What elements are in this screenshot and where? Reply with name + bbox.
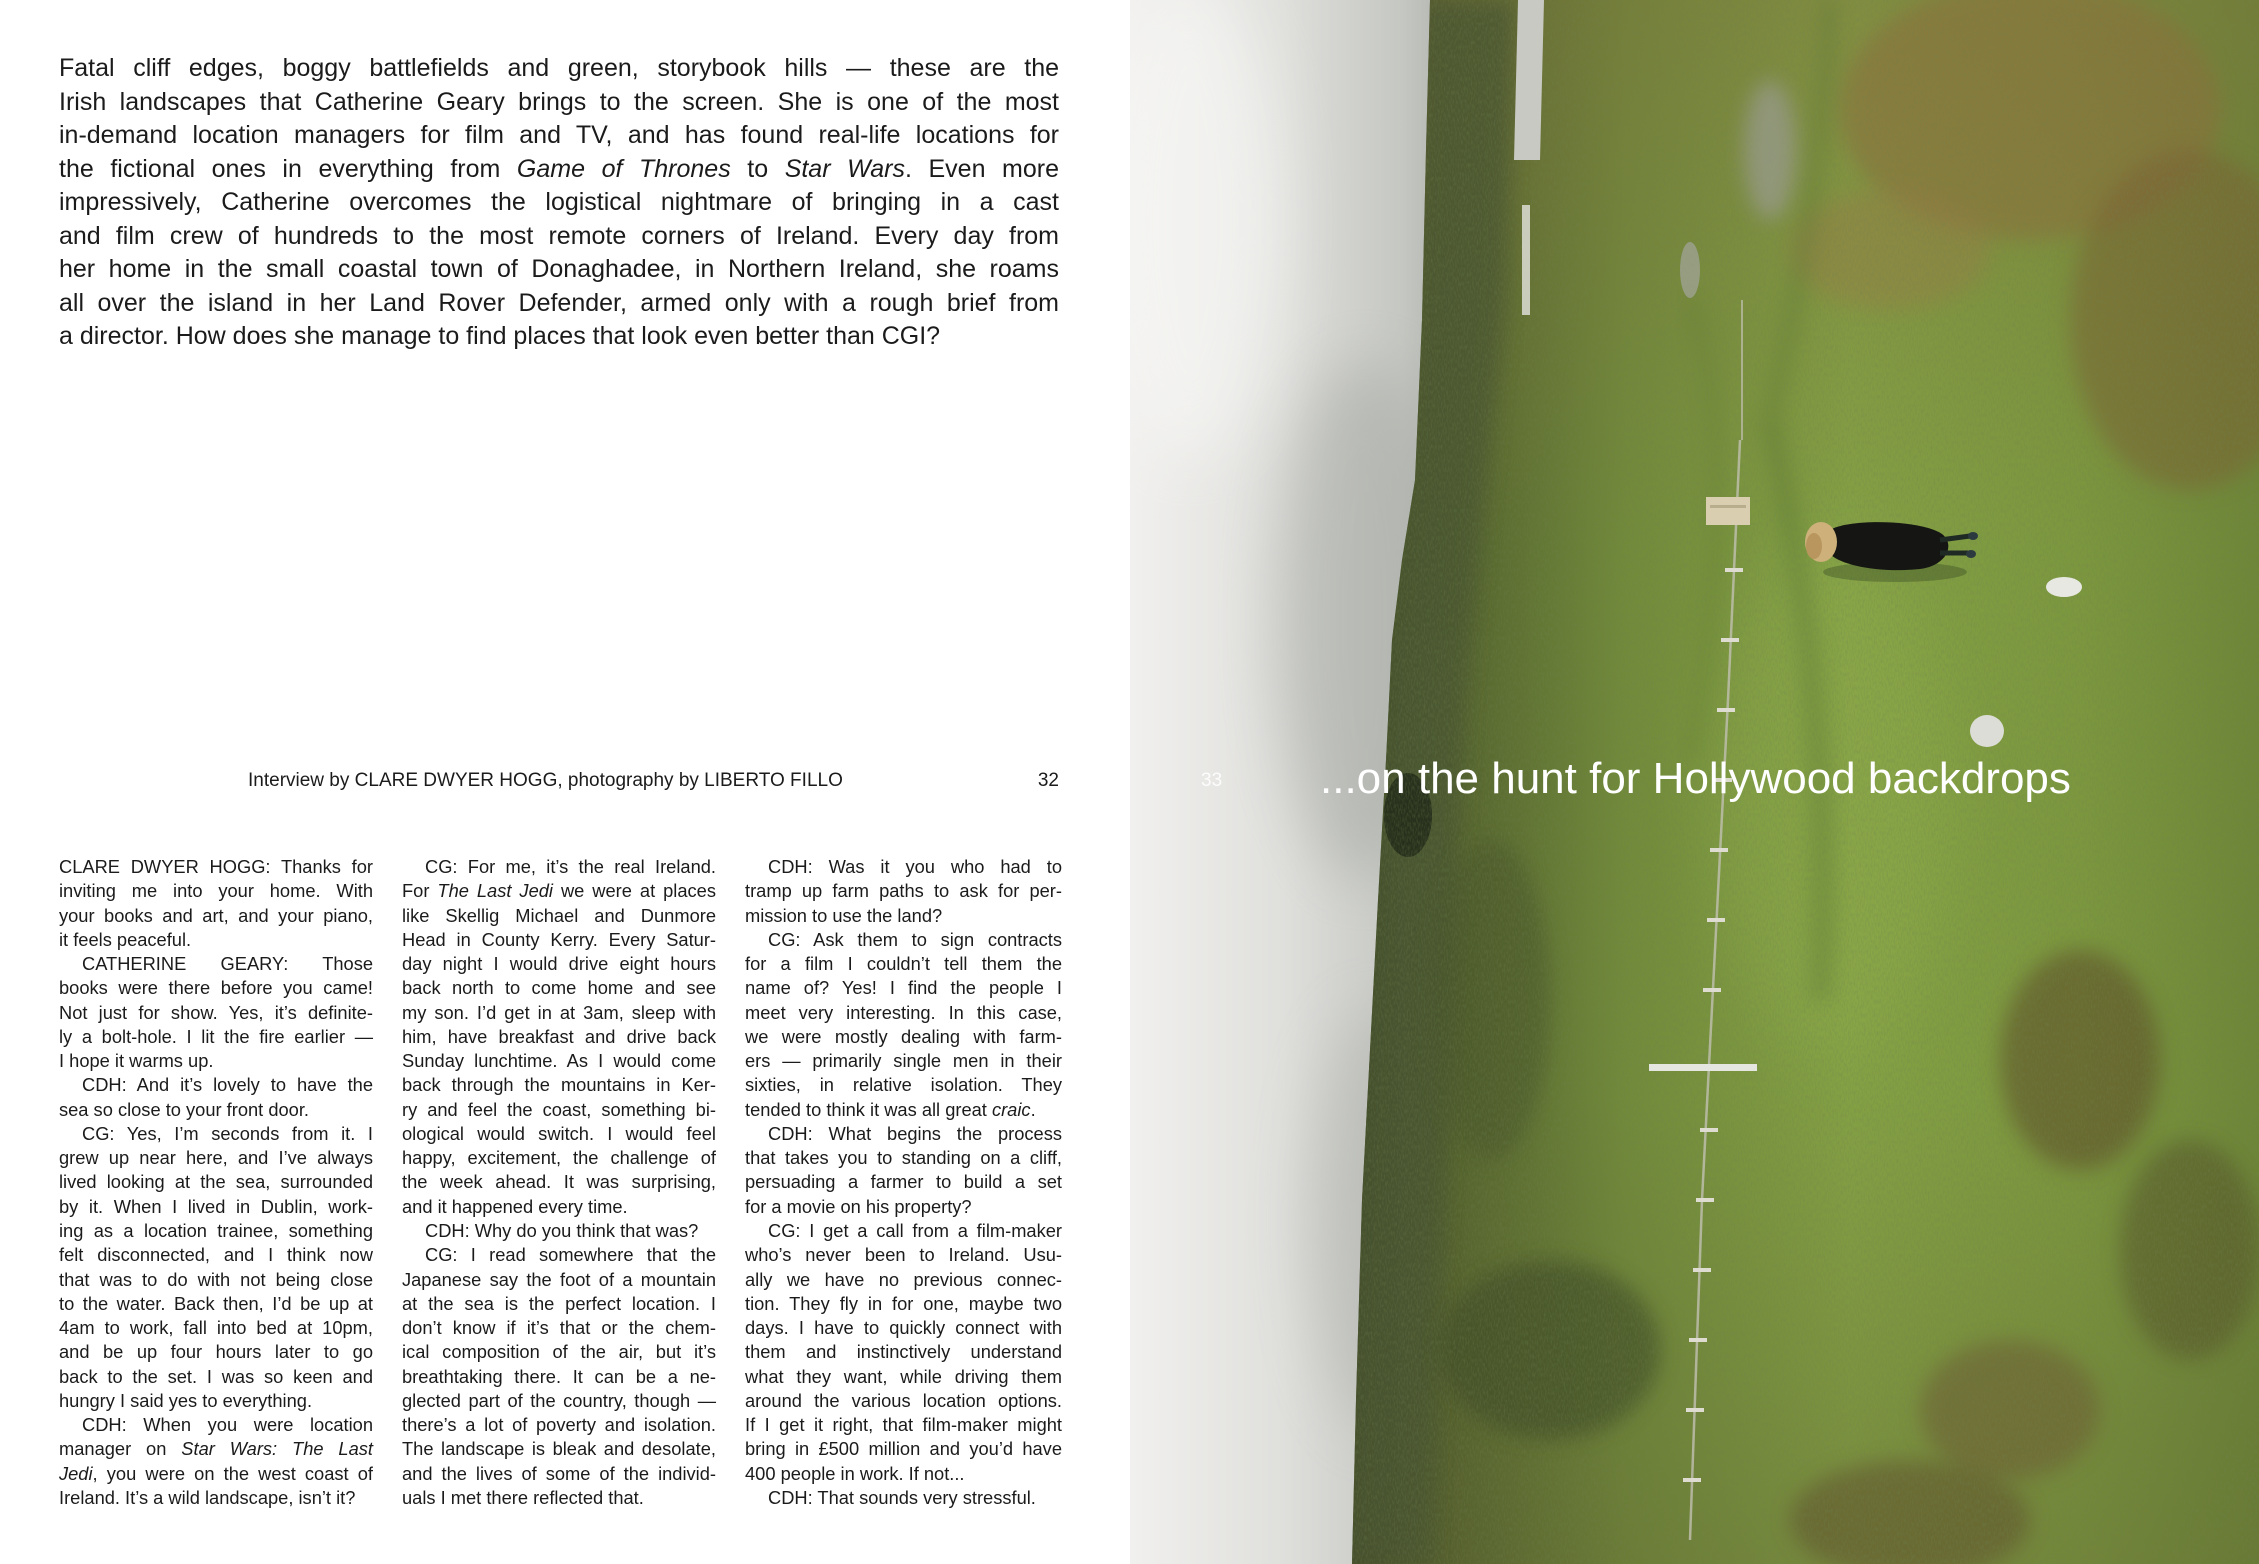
fence-post bbox=[1696, 1198, 1714, 1202]
text-line: If I get it right, that film-maker might bbox=[745, 1414, 1062, 1436]
text-line: lived looking at the sea, surrounded bbox=[59, 1171, 373, 1193]
text-line: The landscape is bleak and desolate, bbox=[402, 1438, 716, 1460]
stone-wall bbox=[1744, 80, 1796, 220]
fence-post bbox=[1700, 1128, 1718, 1132]
text-line: impressively, Catherine overcomes the logistical nightmare of bringing in a cast bbox=[59, 188, 1059, 216]
text-run: . bbox=[1030, 1098, 1036, 1120]
text-line: ly a bolt-hole. I lit the fire earlier — bbox=[59, 1025, 373, 1047]
fence-post bbox=[1710, 848, 1728, 852]
text-line: at the sea is the perfect location. I bbox=[402, 1292, 716, 1314]
text-line: that takes you to standing on a cliff, bbox=[745, 1147, 1062, 1169]
text-line: grew up near here, and I’ve always bbox=[59, 1147, 373, 1169]
fence-post bbox=[1683, 1478, 1701, 1482]
farm-road bbox=[1514, 0, 1544, 160]
text-line: Irish landscapes that Catherine Geary brings to the screen. She is one of the most bbox=[59, 87, 1059, 116]
interview-paragraph bbox=[745, 1486, 1062, 1510]
text-line: Japanese say the foot of a mountain bbox=[402, 1268, 716, 1290]
text-line: in-demand location managers for film and TV, and has found real-life locations for bbox=[59, 121, 1059, 149]
gate-bar bbox=[1649, 1064, 1757, 1071]
fence-post bbox=[1686, 1408, 1704, 1412]
interview-paragraph bbox=[59, 1122, 373, 1413]
page-number-left: 32 bbox=[1037, 770, 1059, 791]
text-line: and be up four hours later to go bbox=[59, 1341, 373, 1363]
interview-paragraph bbox=[402, 1243, 716, 1510]
intro-paragraph bbox=[59, 52, 1059, 354]
text-line: sixties, in relative isolation. They bbox=[745, 1074, 1062, 1096]
text-run: to bbox=[730, 154, 785, 183]
italic-title-run: Star Wars bbox=[784, 154, 905, 183]
text-line: and it happened every time. bbox=[402, 1195, 628, 1217]
text-line: I hope it warms up. bbox=[59, 1050, 214, 1072]
text-line: day night I would drive eight hours bbox=[402, 953, 716, 975]
woman-shoe bbox=[1966, 550, 1976, 558]
text-line: her home in the small coastal town of Donaghadee, in Northern Ireland, she roams bbox=[59, 255, 1059, 283]
text-line: back through the mountains in Ker- bbox=[402, 1074, 716, 1096]
text-run: we were at places bbox=[552, 880, 716, 902]
italic-title-run: Jedi bbox=[59, 1462, 93, 1484]
interview-paragraph bbox=[402, 855, 716, 1219]
text-line: name of? Yes! I find the people I bbox=[745, 977, 1062, 999]
text-line: happy, excitement, the challenge of bbox=[402, 1147, 716, 1169]
text-line: CLARE DWYER HOGG: Thanks for bbox=[59, 856, 373, 877]
text-line bbox=[59, 1437, 373, 1461]
interview-column-2 bbox=[402, 855, 716, 1510]
text-line: your books and art, and your piano, bbox=[59, 904, 373, 926]
text-line: we were mostly dealing with farm- bbox=[745, 1025, 1062, 1047]
text-line bbox=[402, 879, 716, 903]
text-line: CG: For me, it’s the real Ireland. bbox=[425, 856, 716, 877]
text-line: and the lives of some of the individ- bbox=[402, 1462, 716, 1484]
interview-paragraph bbox=[59, 1413, 373, 1510]
text-run: tended to think it was all great bbox=[745, 1098, 992, 1120]
fence-post bbox=[1689, 1338, 1707, 1342]
text-line: all over the island in her Land Rover Defender, armed only with a rough brief from bbox=[59, 288, 1059, 317]
woman-shoe bbox=[1968, 532, 1978, 540]
text-line: CDH: And it’s lovely to have the bbox=[82, 1074, 373, 1096]
text-line: mission to use the land? bbox=[745, 904, 943, 926]
headline: ...on the hunt for Hollywood backdrops bbox=[1320, 754, 2071, 803]
text-line: him, have breakfast and drive back bbox=[402, 1025, 716, 1047]
text-line: CATHERINE GEARY: Those bbox=[82, 953, 373, 975]
road-marking bbox=[1522, 205, 1530, 315]
text-line: like Skellig Michael and Dunmore bbox=[402, 904, 716, 926]
italic-title-run: Star Wars: The Last bbox=[181, 1438, 373, 1460]
text-line: for a movie on his property? bbox=[745, 1195, 972, 1217]
text-line: Head in County Kerry. Every Satur- bbox=[402, 928, 716, 950]
text-line: ry and feel the coast, something bi- bbox=[402, 1098, 716, 1120]
text-line: uals I met there reflected that. bbox=[402, 1486, 644, 1508]
text-line: bring in £500 million and you’d have bbox=[745, 1438, 1062, 1460]
text-line: Fatal cliff edges, boggy battlefields and green, storybook hills — these are the bbox=[59, 54, 1059, 82]
text-line: CDH: What begins the process bbox=[768, 1122, 1062, 1144]
italic-title-run: craic bbox=[991, 1098, 1031, 1120]
text-line: there’s a lot of poverty and isolation. bbox=[402, 1414, 716, 1436]
interview-paragraph bbox=[59, 855, 373, 952]
text-line: days. I have to quickly connect with bbox=[745, 1317, 1062, 1339]
text-line: CDH: That sounds very stressful. bbox=[768, 1486, 1036, 1508]
stone-wall bbox=[1680, 242, 1700, 298]
text-line: breathtaking there. It can be a ne- bbox=[402, 1365, 716, 1387]
white-rock bbox=[1970, 715, 2004, 747]
text-line: ers — primarily single men in their bbox=[745, 1050, 1062, 1072]
page-number-right: 33 bbox=[1201, 770, 1223, 791]
text-line: inviting me into your home. With bbox=[59, 880, 373, 902]
text-line: felt disconnected, and I think now bbox=[59, 1244, 373, 1266]
text-line: ical composition of the air, but it’s bbox=[402, 1341, 716, 1363]
text-line: CG: I get a call from a film-maker bbox=[768, 1219, 1062, 1241]
interview-paragraph bbox=[745, 855, 1062, 928]
white-rock bbox=[2046, 577, 2082, 597]
text-line: CDH: Why do you think that was? bbox=[425, 1219, 699, 1241]
text-line: it feels peaceful. bbox=[59, 928, 192, 950]
text-line: back north to come home and see bbox=[402, 977, 716, 999]
text-line: CG: Yes, I’m seconds from it. I bbox=[82, 1122, 373, 1144]
text-line: glected part of the country, though — bbox=[402, 1389, 716, 1411]
text-run: For bbox=[402, 880, 438, 902]
text-line: around the various location options. bbox=[745, 1389, 1062, 1411]
woman-hair-shade bbox=[1806, 533, 1822, 559]
text-line bbox=[59, 1462, 373, 1486]
text-line: ally we have no previous connec- bbox=[745, 1268, 1062, 1290]
text-line: don’t know if it’s that or the chem- bbox=[402, 1317, 716, 1339]
italic-title-run: Game of Thrones bbox=[516, 154, 731, 183]
fence-post bbox=[1707, 918, 1725, 922]
text-line: meet very interesting. In this case, bbox=[745, 1001, 1062, 1023]
text-run: the fictional ones in everything from bbox=[59, 154, 517, 183]
interview-column-1 bbox=[59, 855, 373, 1510]
text-line: what they want, while driving them bbox=[745, 1365, 1062, 1387]
text-line: to the water. Back then, I’d be up at bbox=[59, 1292, 373, 1314]
woman-coat bbox=[1830, 522, 1948, 570]
text-line: 4am to work, fall into bed at 10pm, bbox=[59, 1317, 373, 1339]
interview-paragraph bbox=[402, 1219, 716, 1243]
text-line: CG: I read somewhere that the bbox=[425, 1244, 716, 1266]
interview-paragraph bbox=[745, 928, 1062, 1122]
text-line: who’s never been to Ireland. Usu- bbox=[745, 1244, 1062, 1266]
text-line: a director. How does she manage to find places that look even better than CGI? bbox=[59, 322, 941, 350]
text-line bbox=[745, 1098, 1062, 1122]
wooden-stile-rail bbox=[1710, 505, 1746, 508]
text-line: tion. They fly in for one, maybe two bbox=[745, 1292, 1062, 1314]
fence-post bbox=[1725, 568, 1743, 572]
text-line: ing as a location trainee, something bbox=[59, 1219, 373, 1241]
text-run: , you were on the west coast of bbox=[92, 1462, 373, 1484]
interview-paragraph bbox=[59, 952, 373, 1073]
text-line: CG: Ask them to sign contracts bbox=[768, 928, 1062, 950]
text-line: Sunday lunchtime. As I would come bbox=[402, 1050, 716, 1072]
interview-paragraph bbox=[745, 1219, 1062, 1486]
fence-post bbox=[1717, 708, 1735, 712]
text-line: 400 people in work. If not... bbox=[745, 1462, 965, 1484]
text-line: tramp up farm paths to ask for per- bbox=[745, 880, 1062, 902]
text-line: my son. I’d get in at 3am, sleep with bbox=[402, 1001, 716, 1023]
right-page bbox=[1130, 0, 2259, 1564]
byline: Interview by CLARE DWYER HOGG, photography by LIBERTO FILLO bbox=[248, 770, 843, 791]
text-line: Ireland. It’s a wild landscape, isn’t it? bbox=[59, 1486, 356, 1508]
text-line bbox=[59, 153, 1059, 187]
text-line: hungry I said yes to everything. bbox=[59, 1389, 313, 1411]
wooden-stile bbox=[1706, 497, 1750, 525]
text-line: CDH: When you were location bbox=[82, 1414, 373, 1436]
fence-post bbox=[1693, 1268, 1711, 1272]
italic-title-run: The Last Jedi bbox=[437, 880, 553, 902]
fence-post bbox=[1721, 638, 1739, 642]
text-run: . Even more bbox=[904, 154, 1060, 183]
text-line: sea so close to your front door. bbox=[59, 1098, 309, 1120]
interview-paragraph bbox=[59, 1073, 373, 1122]
fence-post bbox=[1703, 988, 1721, 992]
text-line: by it. When I lived in Dublin, work- bbox=[59, 1195, 373, 1217]
text-line: CDH: Was it you who had to bbox=[768, 856, 1062, 877]
interview-column-3 bbox=[745, 855, 1062, 1510]
text-line: that was to do with not being close bbox=[59, 1268, 373, 1290]
text-line: books were there before you came! bbox=[59, 977, 373, 999]
text-line: back to the set. I was so keen and bbox=[59, 1365, 373, 1387]
text-line: the week ahead. It was surprising, bbox=[402, 1171, 716, 1193]
text-line: ological would switch. I would feel bbox=[402, 1122, 716, 1144]
text-line: for a film I couldn’t tell them the bbox=[745, 953, 1062, 975]
text-line: Not just for show. Yes, it’s definite- bbox=[59, 1001, 373, 1023]
text-line: and film crew of hundreds to the most remote corners of Ireland. Every day from bbox=[59, 221, 1059, 250]
text-line: them and instinctively understand bbox=[745, 1341, 1062, 1363]
text-run: manager on bbox=[59, 1438, 182, 1460]
text-line: persuading a farmer to build a set bbox=[745, 1171, 1062, 1193]
interview-paragraph bbox=[745, 1122, 1062, 1219]
